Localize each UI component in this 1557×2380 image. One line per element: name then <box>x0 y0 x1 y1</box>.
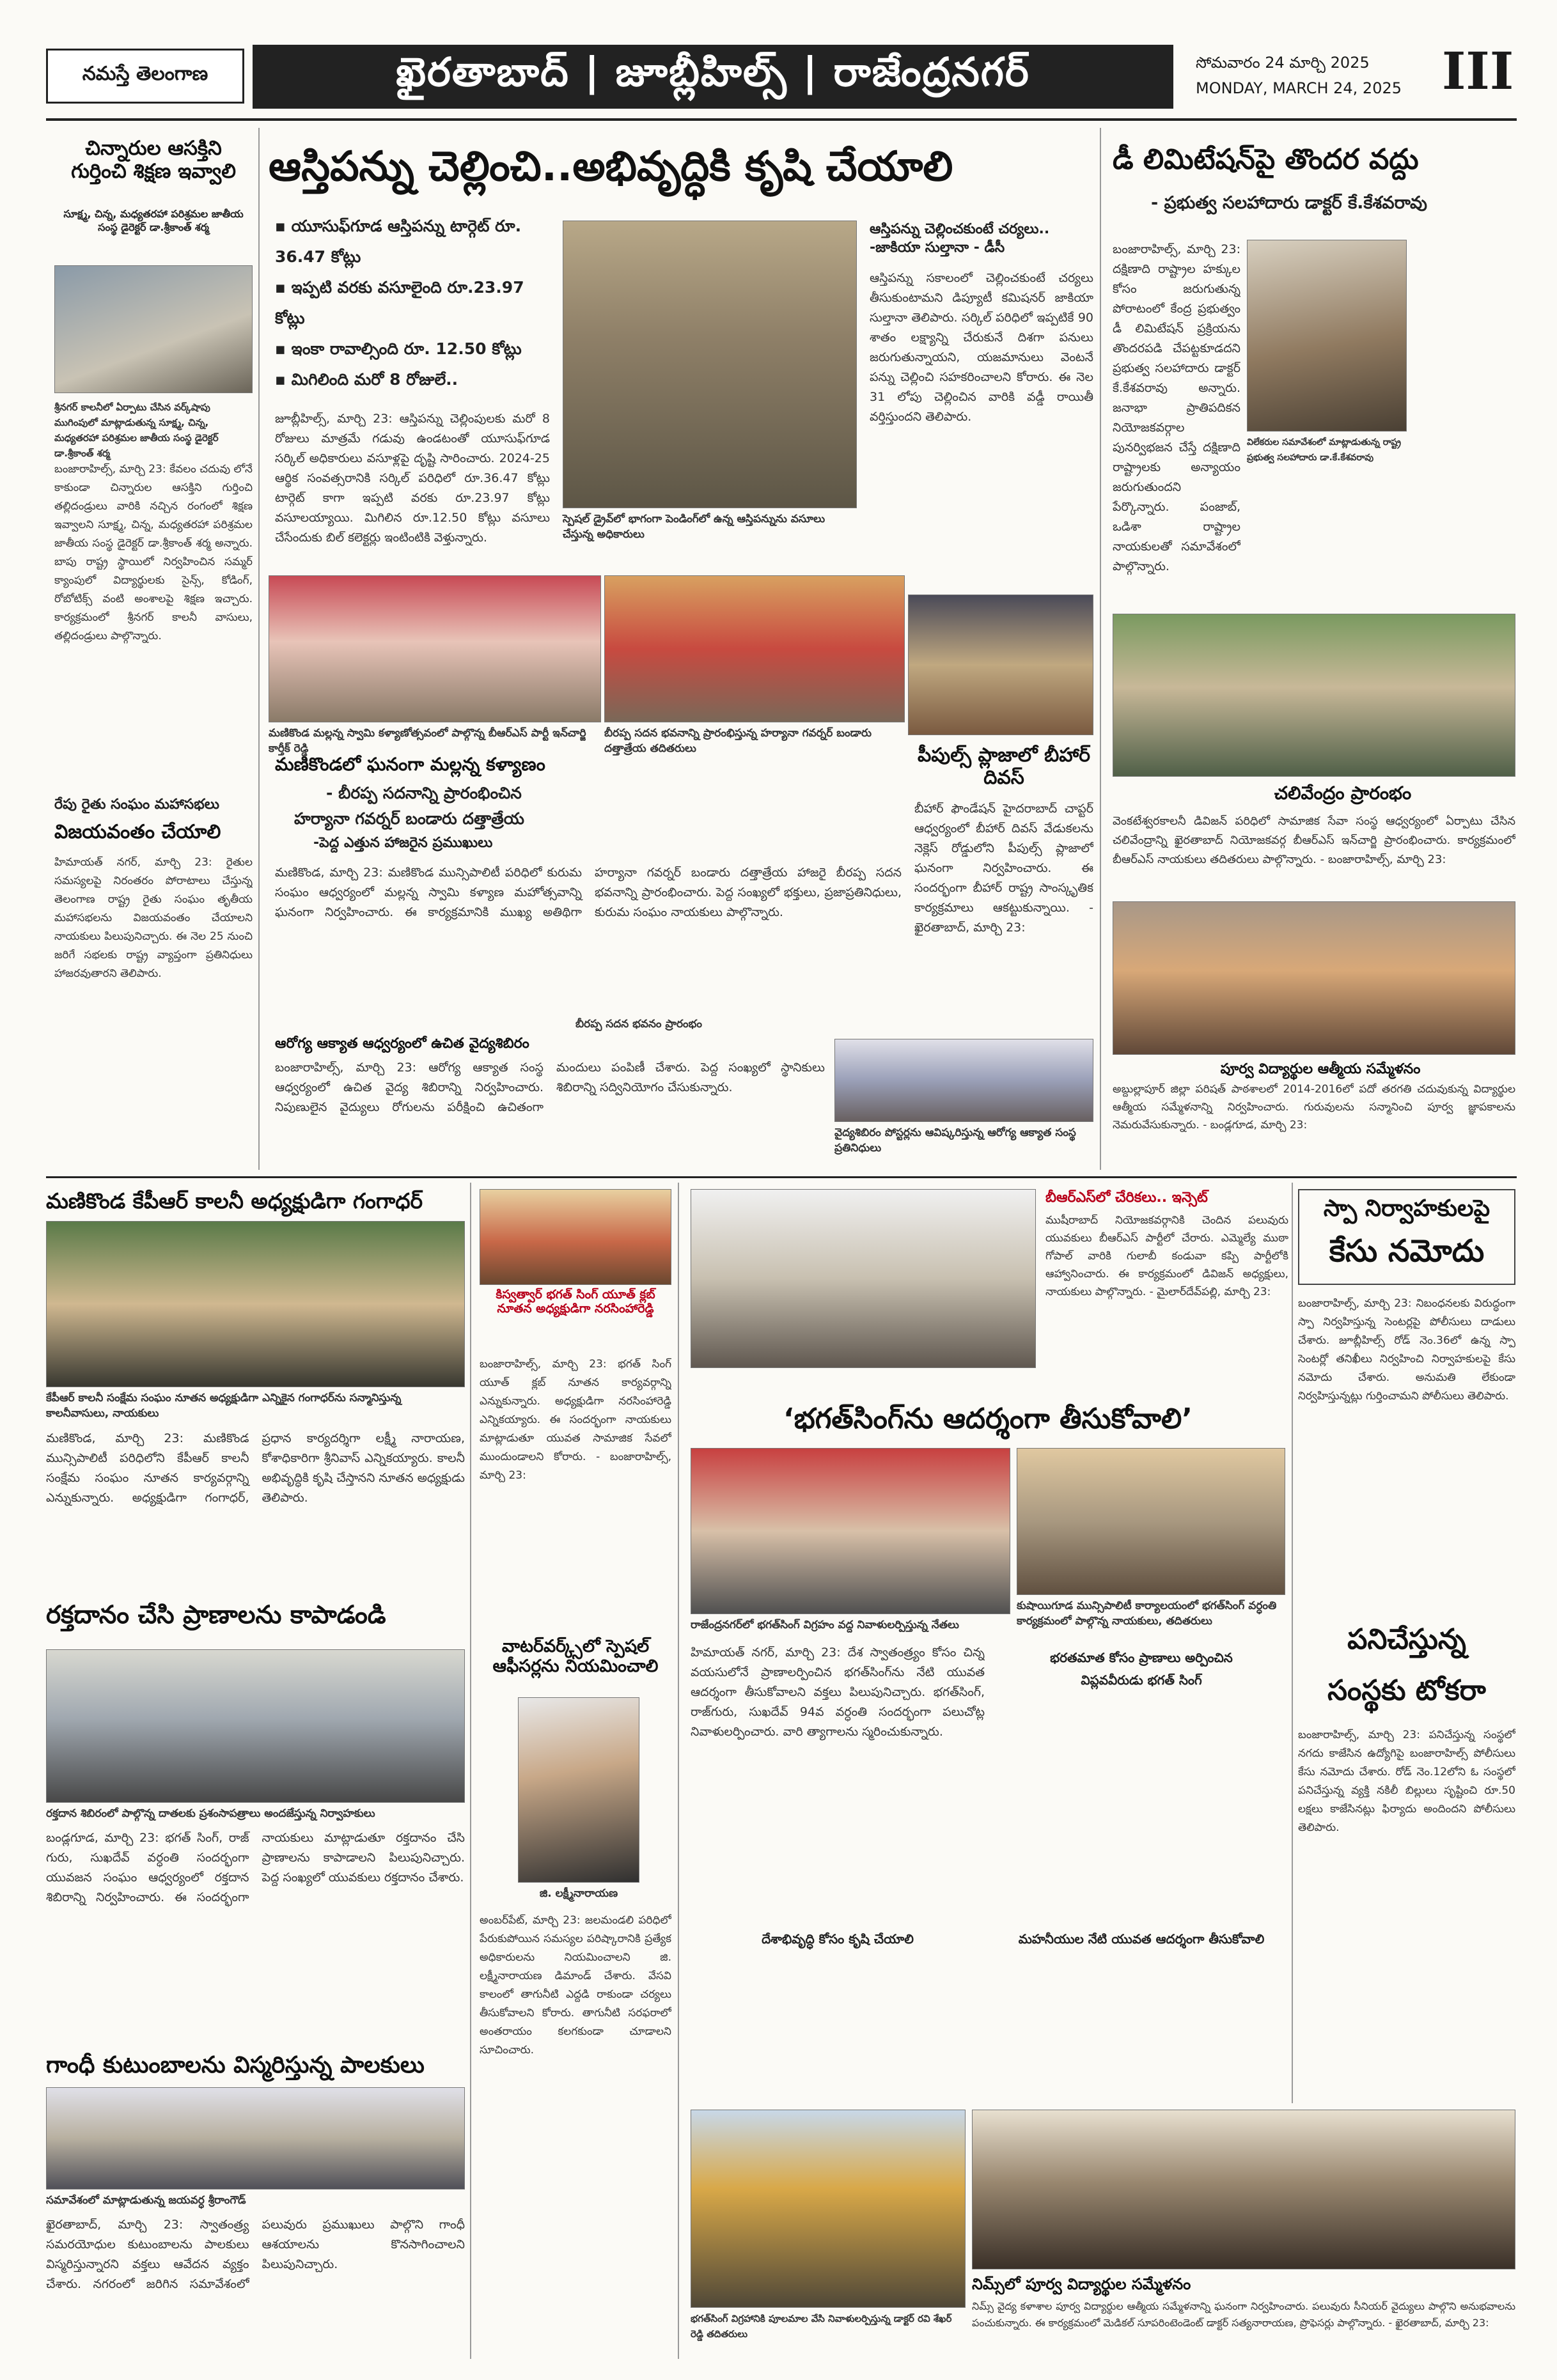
left-head3: విజయవంతం చేయాలి <box>54 821 221 843</box>
mallanna-photo-1 <box>269 575 601 722</box>
top-headline: ఆస్తిపన్ను చెల్లించి..అభివృద్ధికి కృషి చేయాలి <box>269 143 953 191</box>
kk-photo <box>1247 240 1407 432</box>
bhagat-headline: ‘భగత్‌సింగ్‌ను ఆదర్శంగా తీసుకోవాలి’ <box>783 1403 1193 1435</box>
spa-body: బంజారాహిల్స్, మార్చి 23: నిబంధనలకు విరుద్ధంగా స్పా నిర్వహిస్తున్న సెంటర్లపై పోలీసులు దాడులు చేశారు. జూబ్లీహిల్స్ రోడ్ నెం.36లో ఉన్న స్పా సెంటర్లో తనిఖీలు నిర్వహించి నిర్వాహకులపై కేసు నమోదు చేశారు. అనుమతి లేకుండా నిర్వహిస్తున్నట్లు గుర్తించామని పోలీసులు తెలిపారు. <box>1298 1297 1515 1403</box>
column-rule <box>258 128 260 1170</box>
delimit-headline: డీ లిమిటేషన్‌పై తొందర వద్దు <box>1113 143 1419 176</box>
dc-head: ఆస్తిపన్ను చెల్లించకుంటే చర్యలు.. -జాకియా సుల్తానా - డీసీ <box>870 221 1050 256</box>
kk-caption: విలేకరుల సమావేశంలో మాట్లాడుతున్న రాష్ట్ర ప్రభుత్వ సలహాదారు డా.కే.కేశవరావు <box>1247 437 1402 463</box>
date-english: MONDAY, MARCH 24, 2025 <box>1196 79 1402 97</box>
kpr-headline: మణికొండ కేపీఆర్ కాలనీ అధ్యక్షుడిగా గంగాధర్ <box>46 1188 423 1213</box>
blood-photo <box>46 1649 465 1803</box>
kisan-photo <box>480 1189 671 1285</box>
kpr-body: మణికొండ, మార్చి 23: మణికొండ మున్సిపాలిటీ పరిధిలోని కేపీఆర్ కాలనీ సంక్షేమ సంఘం నూతన కార్యవర్గాన్ని ఎన్నుకున్నారు. అధ్యక్షుడిగా గంగాధర్, ప్రధాన కార్యదర్శిగా లక్ష్మీ నారాయణ, కోశాధికారిగా శ్రీనివాస్ ఎన్నికయ్యారు. కాలనీ అభివృద్ధికి కృషి చేస్తానని నూతన అధ్యక్షుడు తెలిపారు. <box>46 1431 465 1505</box>
alumni-caption: పూర్వ విద్యార్థుల ఆత్మీయ సమ్మేళనం <box>1220 1061 1421 1077</box>
column-rule <box>1100 128 1101 1170</box>
ayurveda-caption: వైద్యశిబిరం పోస్టర్లను ఆవిష్కరిస్తున్న ఆరోగ్య ఆక్యాత సంస్థ ప్రతినిధులు <box>834 1126 1076 1155</box>
workshop-photo <box>54 265 253 393</box>
gandhi-photo <box>46 2087 465 2189</box>
blood-caption: రక్తదాన శిబిరంలో పాల్గొన్న దాతలకు ప్రశంసాపత్రాలు అందజేస్తున్న నిర్వాహకులు <box>46 1807 375 1820</box>
brand-box: నమస్తే తెలంగాణ <box>46 49 244 104</box>
dc-body: ఆస్తిపన్ను సకాలంలో చెల్లించకుంటే చర్యలు తీసుకుంటామని డిప్యూటీ కమిషనర్ జాకియా సుల్తానా తెలిపారు. సర్కిల్ పరిధిలో ఇప్పటికే 90 శాతం లక్ష్యాన్ని చేరుకునే దిశగా పనులు జరుగుతున్నాయని, యజమానులు వెంటనే పన్ను చెల్లించి సహకరించాలని కోరారు. ఈ నెల 31 లోపు చెల్లించిన వారికి వడ్డీ రాయితీ వర్తిస్తుందని తెలిపారు. <box>870 271 1093 424</box>
water-body: అంబర్‌పేట్, మార్చి 23: జలమండలి పరిధిలో పేరుకుపోయిన సమస్యల పరిష్కారానికి ప్రత్యేక అధికారులను నియమించాలని జి. లక్ష్మీనారాయణ డిమాండ్ చేశారు. వేసవి కాలంలో తాగునీటి ఎద్దడి రాకుండా చర్యలు తీసుకోవాలని కోరారు. తాగునీటి సరఫరాలో అంతరాయం కలగకుండా చూడాలని సూచించారు. <box>480 1914 671 2057</box>
mallanna-caption-1: మణికొండ మల్లన్న స్వామి కళ్యాణోత్సవంలో పాల్గొన్న బీఆర్ఎస్ పార్టీ ఇన్‌చార్జి కార్తీక్ రెడ్డి <box>269 727 586 755</box>
tax-photo <box>563 221 857 508</box>
tax-caption: స్పెషల్ డ్రైవ్‌లో భాగంగా పెండింగ్‌లో ఉన్న ఆస్తిపన్నును వసూలు చేస్తున్న అధికారులు <box>563 513 825 541</box>
workshop-caption: శ్రీనగర్ కాలనీలో ఏర్పాటు చేసిన వర్క్‌షాపు ముగింపులో మాట్లాడుతున్న సూక్ష్మ, చిన్న, మధ్యతరహా పరిశ్రమల జాతీయ సంస్థ డైరెక్టర్ డా.శ్రీకాంత్ శర్మ <box>54 401 219 459</box>
lakshmi-photo <box>518 1697 639 1883</box>
left-body: బంజారాహిల్స్, మార్చి 23: కేవలం చదువు లోనే కాకుండా చిన్నారుల ఆసక్తిని గుర్తించి తల్లిదండ్రులు వారికి నచ్చిన రంగంలో శిక్షణ ఇవ్వాలని సూక్ష్మ, చిన్న, మధ్యతరహా పరిశ్రమల జాతీయ సంస్థ డైరెక్టర్ డా.శ్రీకాంత్ శర్మ అన్నారు. బాపు రాష్ట్ర స్థాయిలో నిర్వహించిన సమ్మర్ క్యాంపులో విద్యార్థులకు సైన్స్, కోడింగ్, రోబోటిక్స్ వంటి అంశాలపై శిక్షణ ఇచ్చారు. కార్యక్రమంలో శ్రీనగర్ కాలనీ వాసులు, తల్లిదండ్రులు పాల్గొన్నారు. <box>54 463 253 642</box>
bhagat-photo-2 <box>1017 1448 1285 1595</box>
bullet-item: ▪ మిగిలింది మరో 8 రోజులే.. <box>275 364 550 395</box>
bullet-item: ▪ ఇప్పటి వరకు వసూలైంది రూ.23.97 కోట్లు <box>275 272 550 334</box>
top-bullets <box>275 211 550 395</box>
column-rule <box>1292 1183 1293 2103</box>
mallanna-sub3: -పెద్ద ఎత్తున హాజరైన ప్రముఖులు <box>313 835 493 851</box>
bhagat-mid2: విప్లవవీరుడు భగత్ సింగ్ <box>1081 1672 1202 1688</box>
mallanna-photo-2 <box>604 575 905 722</box>
bihar-headline: పీపుల్స్ ప్లాజాలో బీహార్ దివస్ <box>917 744 1091 789</box>
left-head2: రేపు రైతు సంఘం మహాసభలు <box>54 797 219 813</box>
spa-headline-1: స్పా నిర్వాహకులపై <box>1323 1195 1490 1222</box>
brs-head: బీఆర్ఎస్‌లో చేరికలు.. ఇన్సెట్ <box>1045 1190 1208 1206</box>
kpr-photo <box>46 1221 465 1387</box>
kisan-headline: కిస్వత్వార్ భగత్ సింగ్ యూత్ క్లబ్ నూతన అధ్యక్షుడిగా నరసింహారెడ్డి <box>496 1287 655 1316</box>
left-sub: సూక్ష్మ, చిన్న, మధ్యతరహా పరిశ్రమల జాతీయ సంస్థ డైరెక్టర్ డా.శ్రీకాంత్ శర్మ <box>63 208 244 233</box>
spa-headline-2: కేసు నమోదు <box>1329 1233 1485 1269</box>
bhagat-photo-1 <box>691 1448 1010 1614</box>
bhagat-caption-3: భగత్‌సింగ్ విగ్రహానికి పూలమాల వేసి నివాళులర్పిస్తున్న డాక్టర్ రవి శేఖర్ రెడ్డి తదితరులు <box>691 2313 952 2340</box>
bhagat-mid4: మహనీయుల నేటి యువత ఆదర్శంగా తీసుకోవాలి <box>1018 1931 1265 1947</box>
bullet-item: ▪ ఇంకా రావాల్సింది రూ. 12.50 కోట్లు <box>275 334 550 364</box>
nims-headline: నిమ్స్‌లో పూర్వ విద్యార్థుల సమ్మేళనం <box>972 2275 1191 2293</box>
nims-photo <box>972 2110 1515 2269</box>
column-rule <box>678 1183 679 2359</box>
nims-body: నిమ్స్ వైద్య కళాశాల పూర్వ విద్యార్థుల ఆత్మీయ సమ్మేళనాన్ని ఘనంగా నిర్వహించారు. పలువురు సీనియర్ వైద్యులు పాల్గొని అనుభవాలను పంచుకున్నారు. ఈ కార్యక్రమంలో మెడికల్ సూపరింటెండెంట్ డాక్టర్ సత్యనారాయణ, ప్రొఫెసర్లు పాల్గొన్నారు. - ఖైరతాబాద్, మార్చి 23: <box>972 2300 1515 2329</box>
chalivendram-caption: చలివేంద్రం ప్రారంభం <box>1274 782 1412 804</box>
left-headline: చిన్నారుల ఆసక్తిని గుర్తించి శిక్షణ ఇవ్వాలి <box>71 137 236 183</box>
blood-body: బండ్లగూడ, మార్చి 23: భగత్ సింగ్, రాజ్ గురు, సుఖదేవ్ వర్ధంతి సందర్భంగా యువజన సంఘం ఆధ్వర్యంలో రక్తదాన శిబిరాన్ని నిర్వహించారు. ఈ సందర్భంగా నాయకులు మాట్లాడుతూ రక్తదానం చేసి ప్రాణాలను కాపాడాలని పిలుపునిచ్చారు. పెద్ద సంఖ్యలో యువకులు రక్తదానం చేశారు. <box>46 1831 465 1904</box>
alumni-photo <box>1113 901 1515 1055</box>
blood-headline: రక్తదానం చేసి ప్రాణాలను కాపాడండి <box>46 1601 386 1629</box>
gandhi-caption: సమావేశంలో మాట్లాడుతున్న జయవర్ధ శ్రీరాంగౌడ్ <box>46 2194 246 2207</box>
bhagat-photo-3 <box>691 2110 966 2308</box>
chalivendram-body: వెంకటేశ్వరకాలనీ డివిజన్ పరిధిలో సామాజిక సేవా సంస్థ ఆధ్వర్యంలో ఏర్పాటు చేసిన చలివేంద్రాన్ని ఖైరతాబాద్ నియోజకవర్గ బీఆర్ఎస్ ఇన్‌చార్జి ప్రారంభించారు. కార్యక్రమంలో బీఆర్ఎస్ నాయకులు తదితరులు పాల్గొన్నారు. - బంజారాహిల్స్, మార్చి 23: <box>1113 814 1515 866</box>
chalivendram-photo <box>1113 614 1515 777</box>
masthead-rule <box>46 118 1517 121</box>
left-body2: హిమాయత్ నగర్, మార్చి 23: రైతుల సమస్యలపై నిరంతరం పోరాటాలు చేస్తున్న తెలంగాణ రాష్ట్ర రైతు సంఘం తృతీయ మహాసభలను విజయవంతం చేయాలని నాయకులు పిలుపునిచ్చారు. ఈ నెల 25 నుంచి జరిగే సభలకు రాష్ట్ర వ్యాప్తంగా ప్రతినిధులు హాజరవుతారని తెలిపారు. <box>54 856 253 980</box>
spa-body2: బంజారాహిల్స్, మార్చి 23: పనిచేస్తున్న సంస్థలో నగదు కాజేసిన ఉద్యోగిపై బంజారాహిల్స్ పోలీసులు కేసు నమోదు చేశారు. రోడ్ నెం.12లోని ఓ సంస్థలో పనిచేస్తున్న వ్యక్తి నకిలీ బిల్లులు సృష్టించి రూ.50 లక్షలు కాజేసినట్లు ఫిర్యాదు అందిందని పోలీసులు తెలిపారు. <box>1298 1729 1515 1834</box>
mallanna-body: మణికొండ, మార్చి 23: మణికొండ మున్సిపాలిటీ పరిధిలో కురుమ సంఘం ఆధ్వర్యంలో మల్లన్న స్వామి కళ్యాణ మహోత్సవాన్ని ఘనంగా నిర్వహించారు. ఈ కార్యక్రమానికి ముఖ్య అతిథిగా హర్యానా గవర్నర్ బండారు దత్తాత్రేయ హాజరై బీరప్ప సదన భవనాన్ని ప్రారంభించారు. పెద్ద సంఖ్యలో భక్తులు, ప్రజాప్రతినిధులు, కురుమ సంఘం నాయకులు పాల్గొన్నారు. <box>275 866 902 919</box>
kisan-body: బంజారాహిల్స్, మార్చి 23: భగత్ సింగ్ యూత్ క్లబ్ నూతన కార్యవర్గాన్ని ఎన్నుకున్నారు. అధ్యక్షుడిగా నరసింహారెడ్డి ఎన్నికయ్యారు. ఈ సందర్భంగా నాయకులు మాట్లాడుతూ యువత సామాజిక సేవలో ముందుండాలని కోరారు. - బంజారాహిల్స్, మార్చి 23: <box>480 1358 671 1482</box>
edition-banner: ఖైరతాబాద్ | జూబ్లీహిల్స్ | రాజేంద్రనగర్ <box>253 45 1173 109</box>
mallanna-caption-2: బీరప్ప సదన భవనాన్ని ప్రారంభిస్తున్న హర్యానా గవర్నర్ బండారు దత్తాత్రేయ తదితరులు <box>604 727 872 755</box>
ayurveda-photo <box>834 1039 1093 1122</box>
spa-headline-4: సంస్థకు టోకరా <box>1327 1674 1486 1707</box>
spa-headline-3: పనిచేస్తున్న <box>1347 1623 1466 1656</box>
bihar-photo <box>908 595 1093 735</box>
water-headline: వాటర్‌వర్క్స్‌లో స్పెషల్ ఆఫీసర్లను నియమించాలి <box>492 1637 659 1677</box>
gandhi-body: ఖైరతాబాద్, మార్చి 23: స్వాతంత్ర్య సమరయోధుల కుటుంబాలను పాలకులు విస్మరిస్తున్నారని వక్తలు ఆవేదన వ్యక్తం చేశారు. నగరంలో జరిగిన సమావేశంలో పలువురు ప్రముఖులు పాల్గొని గాంధీ ఆశయాలను కొనసాగించాలని పిలుపునిచ్చారు. <box>46 2218 465 2291</box>
date-telugu: సోమవారం 24 మార్చి 2025 <box>1196 54 1370 72</box>
page-number: III <box>1442 41 1514 101</box>
mallanna-sub1: - బీరప్ప సదనాన్ని ప్రారంభించిన <box>326 784 522 802</box>
bihar-body: బీహార్ ఫౌండేషన్ హైదరాబాద్ చాప్టర్ ఆధ్వర్యంలో బీహార్ దివస్ వేడుకలను నెక్లెస్ రోడ్డులోని పీపుల్స్ ప్లాజాలో ఘనంగా నిర్వహించారు. ఈ సందర్భంగా బీహార్ రాష్ట్ర సాంస్కృతిక కార్యక్రమాలు ఆకట్టుకున్నాయి. - ఖైరతాబాద్, మార్చి 23: <box>914 802 1093 935</box>
bullet-item: ▪ యూసుఫ్‌గూడ ఆస్తిపన్ను టార్గెట్ రూ. 36.47 కోట్లు <box>275 211 550 272</box>
lakshmi-caption: జి. లక్ష్మీనారాయణ <box>539 1887 618 1900</box>
mallanna-sub2: హర్యానా గవర్నర్ బండారు దత్తాత్రేయ <box>294 809 524 828</box>
brs-body: ముషీరాబాద్ నియోజకవర్గానికి చెందిన పలువురు యువకులు బీఆర్ఎస్ పార్టీలో చేరారు. ఎమ్మెల్యే ముఠా గోపాల్ వారికి గులాబీ కండువా కప్పి పార్టీలోకి ఆహ్వానించారు. ఈ కార్యక్రమంలో డివిజన్ అధ్యక్షులు, నాయకులు పాల్గొన్నారు. - మైలార్‌దేవ్‌పల్లి, మార్చి 23: <box>1045 1214 1288 1298</box>
delimit-sub: - ప్రభుత్వ సలహాదారు డాక్టర్ కే.కేశవరావు <box>1151 193 1427 213</box>
date-block <box>1196 50 1402 101</box>
bhagat-body: హిమాయత్ నగర్, మార్చి 23: దేశ స్వాతంత్ర్యం కోసం చిన్న వయసులోనే ప్రాణాలర్పించిన భగత్‌సింగ్‌ను నేటి యువత ఆదర్శంగా తీసుకోవాలని వక్తలు పిలుపునిచ్చారు. భగత్‌సింగ్, రాజ్‌గురు, సుఖదేవ్ 94వ వర్ధంతి సందర్భంగా పలుచోట్ల నివాళులర్పించారు. వారి త్యాగాలను స్మరించుకున్నారు. <box>691 1645 985 1739</box>
ayurveda-body: బంజారాహిల్స్, మార్చి 23: ఆరోగ్య ఆక్యాత సంస్థ ఆధ్వర్యంలో ఉచిత వైద్య శిబిరాన్ని నిర్వహించారు. నిపుణులైన వైద్యులు రోగులను పరీక్షించి ఉచితంగా మందులు పంపిణీ చేశారు. పెద్ద సంఖ్యలో స్థానికులు శిబిరాన్ని సద్వినియోగం చేసుకున్నారు. <box>275 1061 825 1114</box>
bhagat-caption-1: రాజేంద్రనగర్‌లో భగత్‌సింగ్ విగ్రహం వద్ద నివాళులర్పిస్తున్న నేతలు <box>691 1619 959 1631</box>
section-rule <box>46 1176 1517 1178</box>
mallanna-headline: మణికొండలో ఘనంగా మల్లన్న కళ్యాణం <box>275 754 545 775</box>
gandhi-headline: గాంధీ కుటుంబాలను విస్మరిస్తున్న పాలకులు <box>46 2052 425 2078</box>
delimit-body: బంజారాహిల్స్, మార్చి 23: దక్షిణాది రాష్ట్రాల హక్కుల కోసం జరుగుతున్న పోరాటంలో కేంద్ర ప్రభుత్వం డీ లిమిటేషన్ ప్రక్రియను తొందరపడి చేపట్టకూడదని ప్రభుత్వ సలహాదారు డాక్టర్ కే.కేశవరావు అన్నారు. జనాభా ప్రాతిపదికన నియోజకవర్గాల పునర్విభజన చేస్తే దక్షిణాది రాష్ట్రాలకు అన్యాయం జరుగుతుందని పేర్కొన్నారు. పంజాబ్, ఒడిశా రాష్ట్రాల నాయకులతో సమావేశంలో పాల్గొన్నారు. <box>1113 242 1240 573</box>
bhagat-caption-2: కుషాయిగూడ మున్సిపాలిటీ కార్యాలయంలో భగత్‌సింగ్ వర్ధంతి కార్యక్రమంలో పాల్గొన్న నాయకులు, తదితరులు <box>1017 1599 1277 1628</box>
bhagat-mid1: భరతమాత కోసం ప్రాణాలు అర్పించిన <box>1050 1650 1233 1665</box>
column-rule <box>470 1183 471 2359</box>
alumni-body: అబ్దుల్లాపూర్ జిల్లా పరిషత్ పాఠశాలలో 2014-2016లో పదో తరగతి చదువుకున్న విద్యార్థుల ఆత్మీయ సమ్మేళనాన్ని నిర్వహించారు. గురువులను సన్మానించి పూర్వ జ్ఞాపకాలను నెమరువేసుకున్నారు. - బండ్లగూడ, మార్చి 23: <box>1113 1083 1515 1132</box>
kpr-caption: కేపీఆర్ కాలనీ సంక్షేమ సంఘం నూతన అధ్యక్షుడిగా ఎన్నికైన గంగాధర్‌ను సన్మానిస్తున్న కాలనీవాసులు, నాయకులు <box>46 1392 402 1420</box>
mallanna-caption-3: బీరప్ప సదన భవనం ప్రారంభం <box>575 1018 703 1031</box>
bhagat-mid3: దేశాభివృద్ధి కోసం కృషి చేయాలి <box>762 1931 914 1947</box>
brs-photo <box>691 1189 1036 1368</box>
top-body: జూబ్లీహిల్స్, మార్చి 23: ఆస్తిపన్ను చెల్లింపులకు మరో 8 రోజులు మాత్రమే గడువు ఉండటంతో యూసుఫ్‌గూడ సర్కిల్ అధికారులు వసూళ్లపై దృష్టి సారించారు. 2024-25 ఆర్థిక సంవత్సరానికి సర్కిల్ పరిధిలో రూ.36.47 కోట్లు టార్గెట్ కాగా ఇప్పటి వరకు రూ.23.97 కోట్లు వసూలయ్యాయి. మిగిలిన రూ.12.50 కోట్లు వసూలు చేసేందుకు బిల్ కలెక్టర్లు ఇంటింటికి వెళ్తున్నారు. <box>275 412 550 545</box>
ayurveda-headline: ఆరోగ్య ఆక్యాత ఆధ్వర్యంలో ఉచిత వైద్యశిబిరం <box>275 1036 529 1052</box>
